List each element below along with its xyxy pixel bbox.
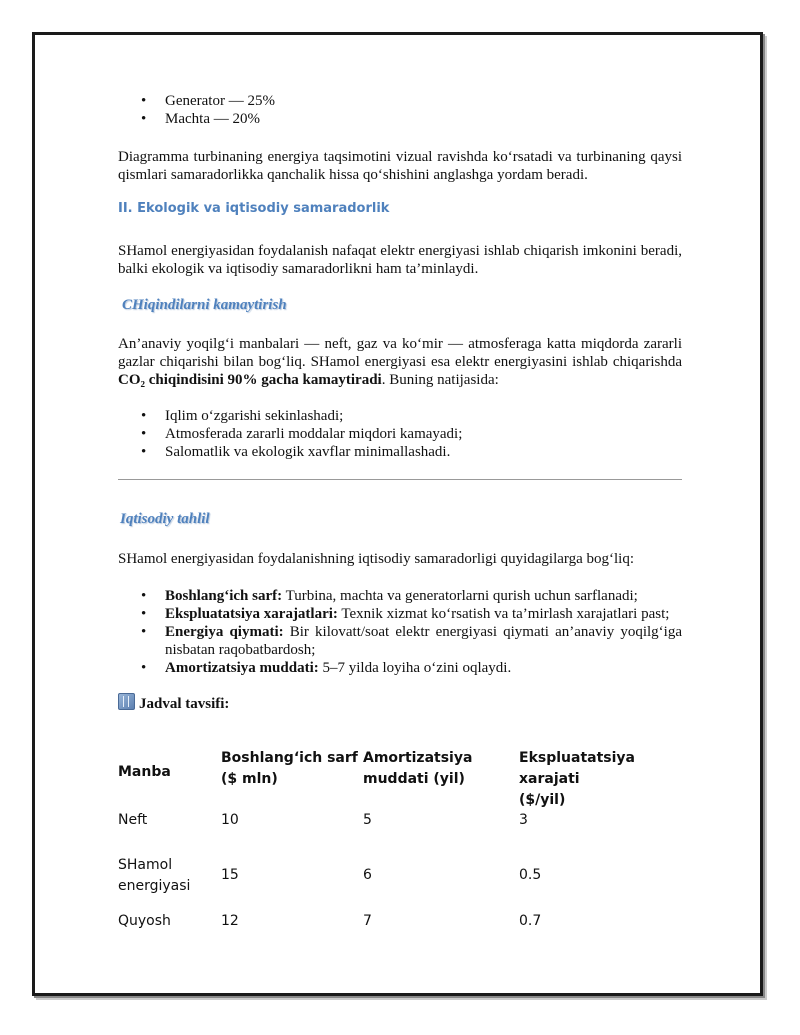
list-item: • Atmosferada zararli moddalar miqdori kamayadi; bbox=[118, 425, 682, 443]
cell-source: Neft bbox=[118, 812, 148, 828]
waste-text-bold: CO₂ chiqindisini 90% gacha kamaytiradi bbox=[118, 372, 382, 388]
turbine-share-list bbox=[118, 92, 682, 128]
table-row bbox=[118, 911, 698, 933]
list-term: Amortizatsiya muddati: bbox=[165, 660, 319, 676]
subheading-waste: CHiqindilarni kamaytirish bbox=[122, 297, 287, 313]
economic-paragraph: SHamol energiyasidan foydalanishning iqtisodiy samaradorligi quyidagilarga bog‘liq: bbox=[118, 551, 635, 567]
list-item: • Iqlim o‘zgarishi sekinlashadi; bbox=[118, 407, 682, 425]
list-term: Ekspluatatsiya xarajatlari: bbox=[165, 606, 338, 622]
cell-payback: 5 bbox=[363, 812, 372, 828]
list-term: Energiya qiymati: bbox=[165, 624, 284, 640]
cell-line: energiyasi bbox=[118, 878, 191, 894]
cell-payback: 6 bbox=[363, 867, 372, 883]
cell-initial-cost: 10 bbox=[221, 812, 239, 828]
cell-source bbox=[118, 855, 190, 897]
cell-source: Quyosh bbox=[118, 913, 171, 929]
header-payback: muddati (yil) bbox=[363, 771, 465, 787]
cell-line: SHamol bbox=[118, 857, 173, 873]
document-body bbox=[118, 92, 682, 713]
list-item bbox=[118, 587, 682, 605]
cell-payback: 7 bbox=[363, 913, 372, 929]
list-text: Bir kilovatt/soat elektr energiyasi qiymati an’anaviy yoqilg‘iga nisbatan raqobatbardosh; bbox=[165, 624, 682, 658]
header-payback-title: Amortizatsiya bbox=[363, 750, 473, 766]
cell-opex: 3 bbox=[519, 812, 528, 828]
list-text: Turbina, machta va generatorlarni qurish uchun sarflanadi; bbox=[282, 588, 638, 604]
table-header-row bbox=[118, 748, 698, 808]
cell-opex: 0.7 bbox=[519, 913, 542, 929]
table-icon bbox=[118, 693, 135, 710]
table-row bbox=[118, 810, 698, 855]
cell-initial-cost: 12 bbox=[221, 913, 239, 929]
section-heading: II. Ekologik va iqtisodiy samaradorlik bbox=[118, 201, 390, 216]
effects-list bbox=[118, 407, 682, 461]
cell-opex: 0.5 bbox=[519, 867, 542, 883]
table-caption-text: Jadval tavsifi: bbox=[139, 696, 230, 712]
list-item bbox=[118, 659, 682, 677]
header-source: Manba bbox=[118, 764, 171, 780]
list-term: Boshlang‘ich sarf: bbox=[165, 588, 283, 604]
header-line: ($/yil) bbox=[519, 792, 566, 808]
waste-paragraph bbox=[118, 335, 682, 389]
table-row bbox=[118, 855, 698, 905]
intro-paragraph: SHamol energiyasidan foydalanish nafaqat elektr energiyasi ishlab chiqarish imkonini beradi, balki ekologik va iqtisodiy samaradorlikni ham ta’minlaydi. bbox=[118, 243, 682, 277]
economic-factors-list bbox=[118, 587, 682, 677]
header-initial-cost bbox=[221, 748, 358, 790]
waste-text-before: An’anaviy yoqilg‘i manbalari — neft, gaz va ko‘mir — atmosferaga katta miqdorda zararli gazlar chiqarishi bilan bog‘liq. SHamol energiyasi esa elektr energiyasini ishlab chiqarishda bbox=[118, 336, 682, 370]
table-caption bbox=[118, 693, 682, 713]
list-item: • Generator — 25% bbox=[118, 92, 682, 110]
header-opex bbox=[519, 748, 698, 811]
list-item bbox=[118, 623, 682, 659]
list-text: Texnik xizmat ko‘rsatish va ta’mirlash xarajatlari past; bbox=[337, 606, 670, 622]
waste-text-after: . Buning natijasida: bbox=[381, 372, 499, 388]
list-item: • Machta — 20% bbox=[118, 110, 682, 128]
comparison-table bbox=[118, 748, 698, 933]
cell-initial-cost: 15 bbox=[221, 867, 239, 883]
header-line: Boshlang‘ich sarf bbox=[221, 750, 358, 766]
horizontal-rule bbox=[118, 479, 682, 480]
list-text: 5–7 yilda loyiha o‘zini oqlaydi. bbox=[318, 660, 512, 676]
header-line: Ekspluatatsiya xarajati bbox=[519, 750, 635, 787]
list-item: • Salomatlik va ekologik xavflar minimallashadi. bbox=[118, 443, 682, 461]
list-item bbox=[118, 605, 682, 623]
diagram-paragraph: Diagramma turbinaning energiya taqsimotini vizual ravishda ko‘rsatadi va turbinaning qaysi qismlari samaradorlikka qanchalik hissa qo‘shishini anglashga yordam beradi. bbox=[118, 149, 682, 183]
subheading-economic: Iqtisodiy tahlil bbox=[120, 511, 210, 527]
header-line: ($ mln) bbox=[221, 771, 278, 787]
